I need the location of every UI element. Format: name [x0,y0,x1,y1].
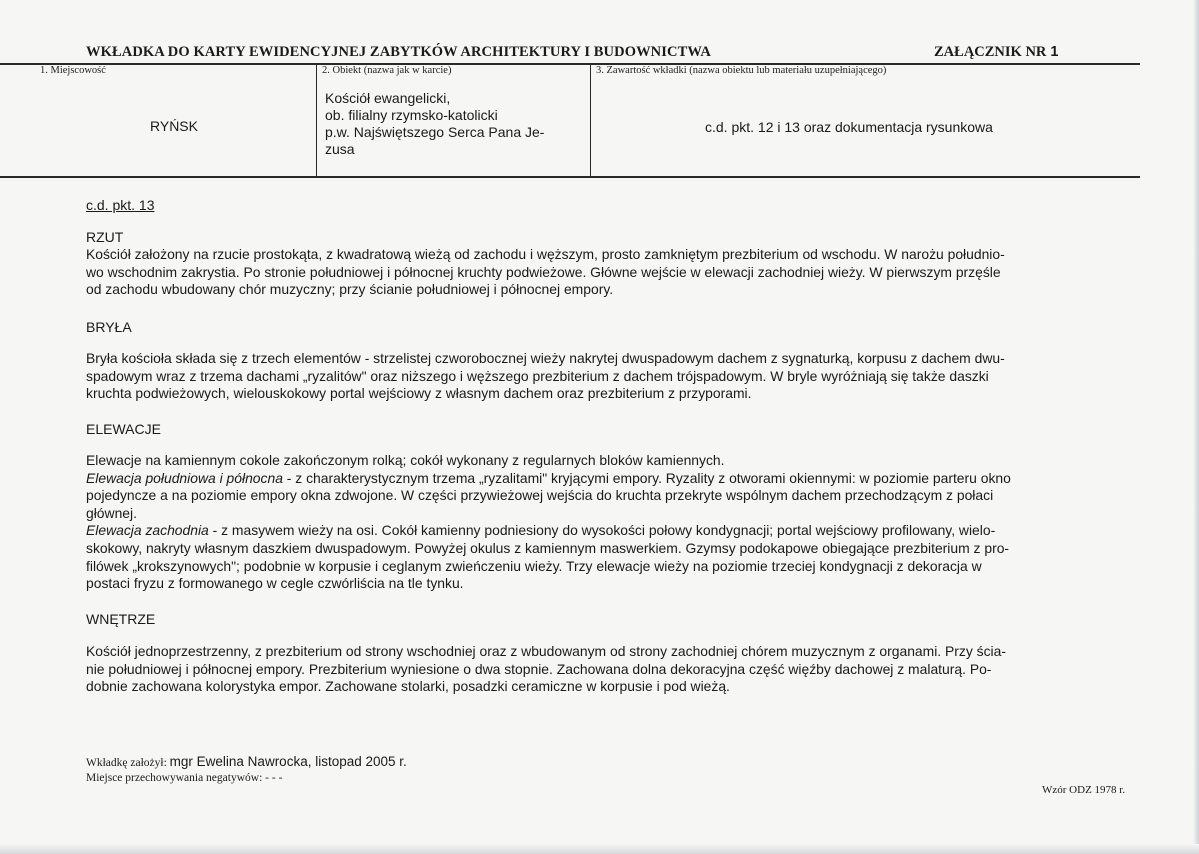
table-bottom-border [0,176,1140,178]
object-line: zusa [325,141,355,157]
object-line: Kościół ewangelicki, [325,90,451,106]
text-line: pojedyncze a na poziomie empory okna zdwojone. W części przywieżowej wejścia do kruchta przekryte wspólnym dachem przechodzącym z połaci [86,487,994,504]
text-line: Elewacja zachodnia - z masywem wieży na osi. Cokół kamienny podniesiony do wysokości połowy kondygnacji; portal wejściowy profilowany, wielo- [86,522,996,539]
founded-label: Wkładkę założył: [86,757,167,769]
object-value [325,90,587,158]
heading-wnetrze: WNĘTRZE [86,611,156,627]
section-wnetrze [86,643,1128,696]
elevation-west-label: Elewacja zachodnia [86,522,209,539]
footer-founded [86,754,407,769]
form-title: WKŁADKA DO KARTY EWIDENCYJNEJ ZABYTKÓW ARCHITEKTURY I BUDOWNICTWA [86,44,711,60]
table-col-divider-1 [316,63,317,177]
text-line: Kościół założony na rzucie prostokąta, z kwadratową wieżą od zachodu i węższym, prosto zamkniętym prezbiterium od wschodu. W narożu południo- [86,246,1005,262]
heading-bryla: BRYŁA [86,319,132,335]
annex-label: ZAŁĄCZNIK NR [934,44,1047,60]
elevation-south-north-label: Elewacja południowa i północna [86,469,283,486]
form-model-note: Wzór ODZ 1978 r. [1042,784,1126,796]
table-col-divider-2 [590,63,591,177]
table-top-border [0,63,1140,65]
text-line: kruchta podwieżowych, wielouskokowy portal wejściowy z własnym dachem oraz prezbiterium z przyporami. [86,385,752,402]
section-bryla [86,350,1128,403]
annex-value: 1 [1050,44,1059,60]
label-object: 2. Obiekt (nazwa jak w karcie) [322,65,452,76]
text-line: nie południowej i północnej empory. Prezbiterium wyniesione o dwa stopnie. Zachowana dolna dekoracyjna część więźby dachowej z malaturą. Po- [86,660,992,677]
text-line: wo wschodnim zakrystia. Po stronie południowej i północnej kruchty podwieżowe. Główne wejście w elewacji zachodniej wieży. W pierwszym przęśle [86,263,1001,280]
text-line: dobnie zachowana kolorystyka empor. Zachowane stolarki, posadzki ceramiczne w korpusie i pod wieżą. [86,678,730,695]
scan-edge-bottom [0,844,1199,854]
text-line: od zachodu wbudowany chór muzyczny; przy ścianie południowej i północnej empory. [86,281,614,298]
footer-negatives [86,772,282,784]
text-line: skokowy, nakryty własnym daszkiem dwuspadowym. Powyżej okulus z kamiennym maswerkiem. Gzymsy podokapowe obiegające prezbiterium z pro- [86,539,1010,556]
text-line: Bryła kościoła składa się z trzech elementów - strzelistej czworobocznej wieży nakrytej dwuspadowym dachem z sygnaturką, korpusu z dachem dwu- [86,350,1005,366]
annex-number [934,44,1058,61]
label-contents: 3. Zawartość wkładki (nazwa obiektu lub materiału uzupełniającego) [596,65,887,76]
label-locality: 1. Miejscowość [40,65,106,76]
heading-elewacje: ELEWACJE [86,421,161,437]
object-line: ob. filialny rzymsko-katolicki [325,107,498,123]
text-line: Elewacja południowa i północna - z charakterystycznym trzema „ryzalitami" kryjącymi empory. Ryzality z otworami okiennymi: w poziomie parteru okno [86,469,1011,486]
scan-edge-right [1193,0,1199,854]
contents-value: c.d. pkt. 12 i 13 oraz dokumentacja rysunkowa [705,119,993,135]
text-line: głównej. [86,504,137,521]
text-line: filówek „krokszynowych"; podobnie w korpusie i ceglanym zwieńczeniu wieży. Trzy elewacje wieży na poziomie trzeciej kondygnacji z dekoracja w [86,557,982,574]
section-elewacje [86,452,1128,593]
text-line: Elewacje na kamiennym cokole zakończonym rolką; cokół wykonany z regularnych bloków kamiennych. [86,452,725,468]
locality-value: RYŃSK [150,118,198,134]
negatives-label: Miejsce przechowywania negatywów: [86,772,263,784]
object-line: p.w. Najświętszego Serca Pana Je- [325,124,545,140]
negatives-value: - - - [265,772,283,784]
text-line: spadowym wraz z trzema dachami „ryzalitów" oraz niższego i węższego prezbiterium z dachem trójspadowym. W bryle wyróżniają się także daszki [86,367,989,384]
text-line: postaci fryzu z formowanego w cegle czwórliścia na tle tynku. [86,575,464,592]
section-rzut [86,246,1128,299]
text-line: Kościół jednoprzestrzenny, z prezbiterium od strony wschodniej oraz z wbudowanym od strony zachodniej chórem muzycznym z organami. Przy ścia- [86,643,1006,659]
heading-rzut: RZUT [86,229,124,245]
founded-value: mgr Ewelina Nawrocka, listopad 2005 r. [169,754,407,769]
continuation-label: c.d. pkt. 13 [86,197,155,213]
